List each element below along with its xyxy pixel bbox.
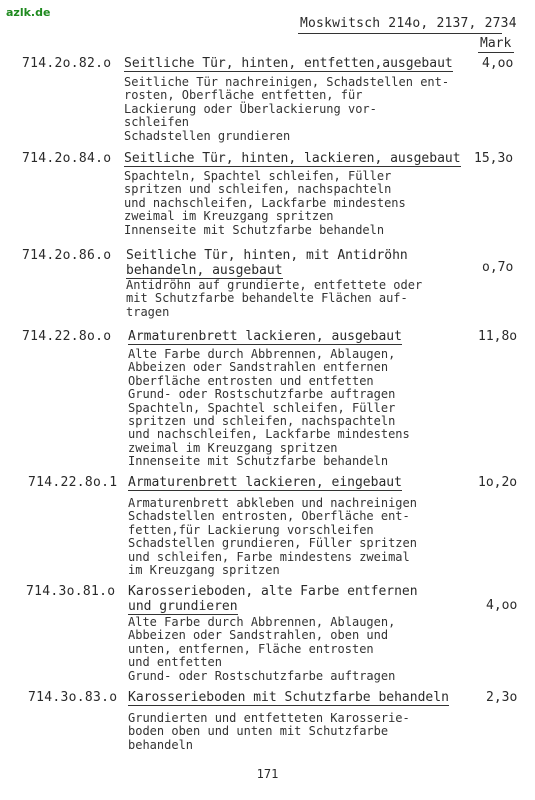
entry-title-line: behandeln, ausgebaut — [126, 263, 283, 278]
entry-description: Antidröhn auf grundierte, entfettete oder mit Schutzfarbe behandelte Flächen auf- tragen — [126, 278, 423, 319]
entry-price: 2,3o — [486, 690, 518, 705]
entry-code: 714.2o.84.o — [22, 151, 112, 166]
document-header-title: Moskwitsch 214o, 2137, 2734 — [300, 16, 517, 31]
entry-code: 714.2o.86.o — [22, 248, 112, 263]
entry-price: o,7o — [482, 260, 514, 275]
entry-price: 15,3o — [474, 151, 514, 166]
header-underline — [298, 33, 502, 34]
entry-title-line: Seitliche Tür, hinten, mit Antidröhn — [126, 248, 408, 263]
entry-title-line: Seitliche Tür, hinten, lackieren, ausgebaut — [124, 151, 461, 166]
entry-title — [128, 584, 418, 615]
entry-title-line: Armaturenbrett lackieren, ausgebaut — [128, 329, 402, 344]
entry-title-line: Armaturenbrett lackieren, eingebaut — [128, 475, 402, 490]
unit-underline — [478, 52, 514, 53]
entry-code: 714.3o.83.o — [28, 690, 118, 705]
entry-code: 714.2o.82.o — [22, 56, 112, 71]
entry-description: Spachteln, Spachtel schleifen, Füller spritzen und schleifen, nachspachteln und nachschleifen, Lackfarbe mindestens zweimal im Kreuzgang spritzen Innenseite mit Schutzfarbe behandeln — [124, 169, 406, 237]
entry-title — [128, 690, 449, 706]
entry-title — [126, 248, 408, 279]
entry-title — [128, 329, 402, 345]
entry-description: Alte Farbe durch Abbrennen, Ablaugen, Abbeizen oder Sandstrahlen, oben und unten, entfernen, Fläche entrosten und entfetten Grund- oder Rostschutzfarbe auftragen — [128, 615, 396, 683]
site-watermark: azlk.de — [6, 6, 51, 19]
entry-description: Alte Farbe durch Abbrennen, Ablaugen, Abbeizen oder Sandstrahlen entfernen Oberfläche entrosten und entfetten Grund- oder Rostschutzfarbe auftragen Spachteln, Spachtel schleifen, Füller spritzen und schleifen, nachspachteln und nachschleifen, Lackfarbe mindestens zweimal im Kreuzgang spritzen Innenseite mit Schutzfarbe behandeln — [128, 347, 410, 469]
entry-description: Seitliche Tür nachreinigen, Schadstellen ent- rosten, Oberfläche entfetten, für Lackierung oder Überlackierung vor- schleifen Schadstellen grundieren — [124, 75, 450, 143]
entry-title-line: und grundieren — [128, 599, 238, 614]
entry-title-line: Seitliche Tür, hinten, entfetten,ausgebaut — [124, 56, 453, 71]
entry-title-line: Karosserieboden, alte Farbe entfernen — [128, 584, 418, 599]
entry-description: Armaturenbrett abkleben und nachreinigen Schadstellen entrosten, Oberfläche ent- fetten,für Lackierung vorschleifen Schadstellen grundieren, Füller spritzen und schleifen, Farbe mindestens zweimal im Kreuzgang spritzen — [128, 496, 417, 578]
price-unit-label: Mark — [480, 36, 512, 51]
entry-title — [124, 151, 461, 167]
entry-title — [128, 475, 402, 491]
page-number: 171 — [256, 767, 279, 781]
entry-code: 714.3o.81.o — [26, 584, 116, 599]
entry-title-line: Karosserieboden mit Schutzfarbe behandeln — [128, 690, 449, 705]
entry-code: 714.22.8o.1 — [28, 475, 118, 490]
entry-description: Grundierten und entfetteten Karosserie- boden oben und unten mit Schutzfarbe behandeln — [128, 711, 410, 752]
entry-price: 4,oo — [486, 598, 518, 613]
entry-price: 1o,2o — [478, 475, 518, 490]
entry-price: 4,oo — [482, 56, 514, 71]
entry-code: 714.22.8o.o — [22, 329, 112, 344]
entry-price: 11,8o — [478, 329, 518, 344]
entry-title — [124, 56, 453, 72]
